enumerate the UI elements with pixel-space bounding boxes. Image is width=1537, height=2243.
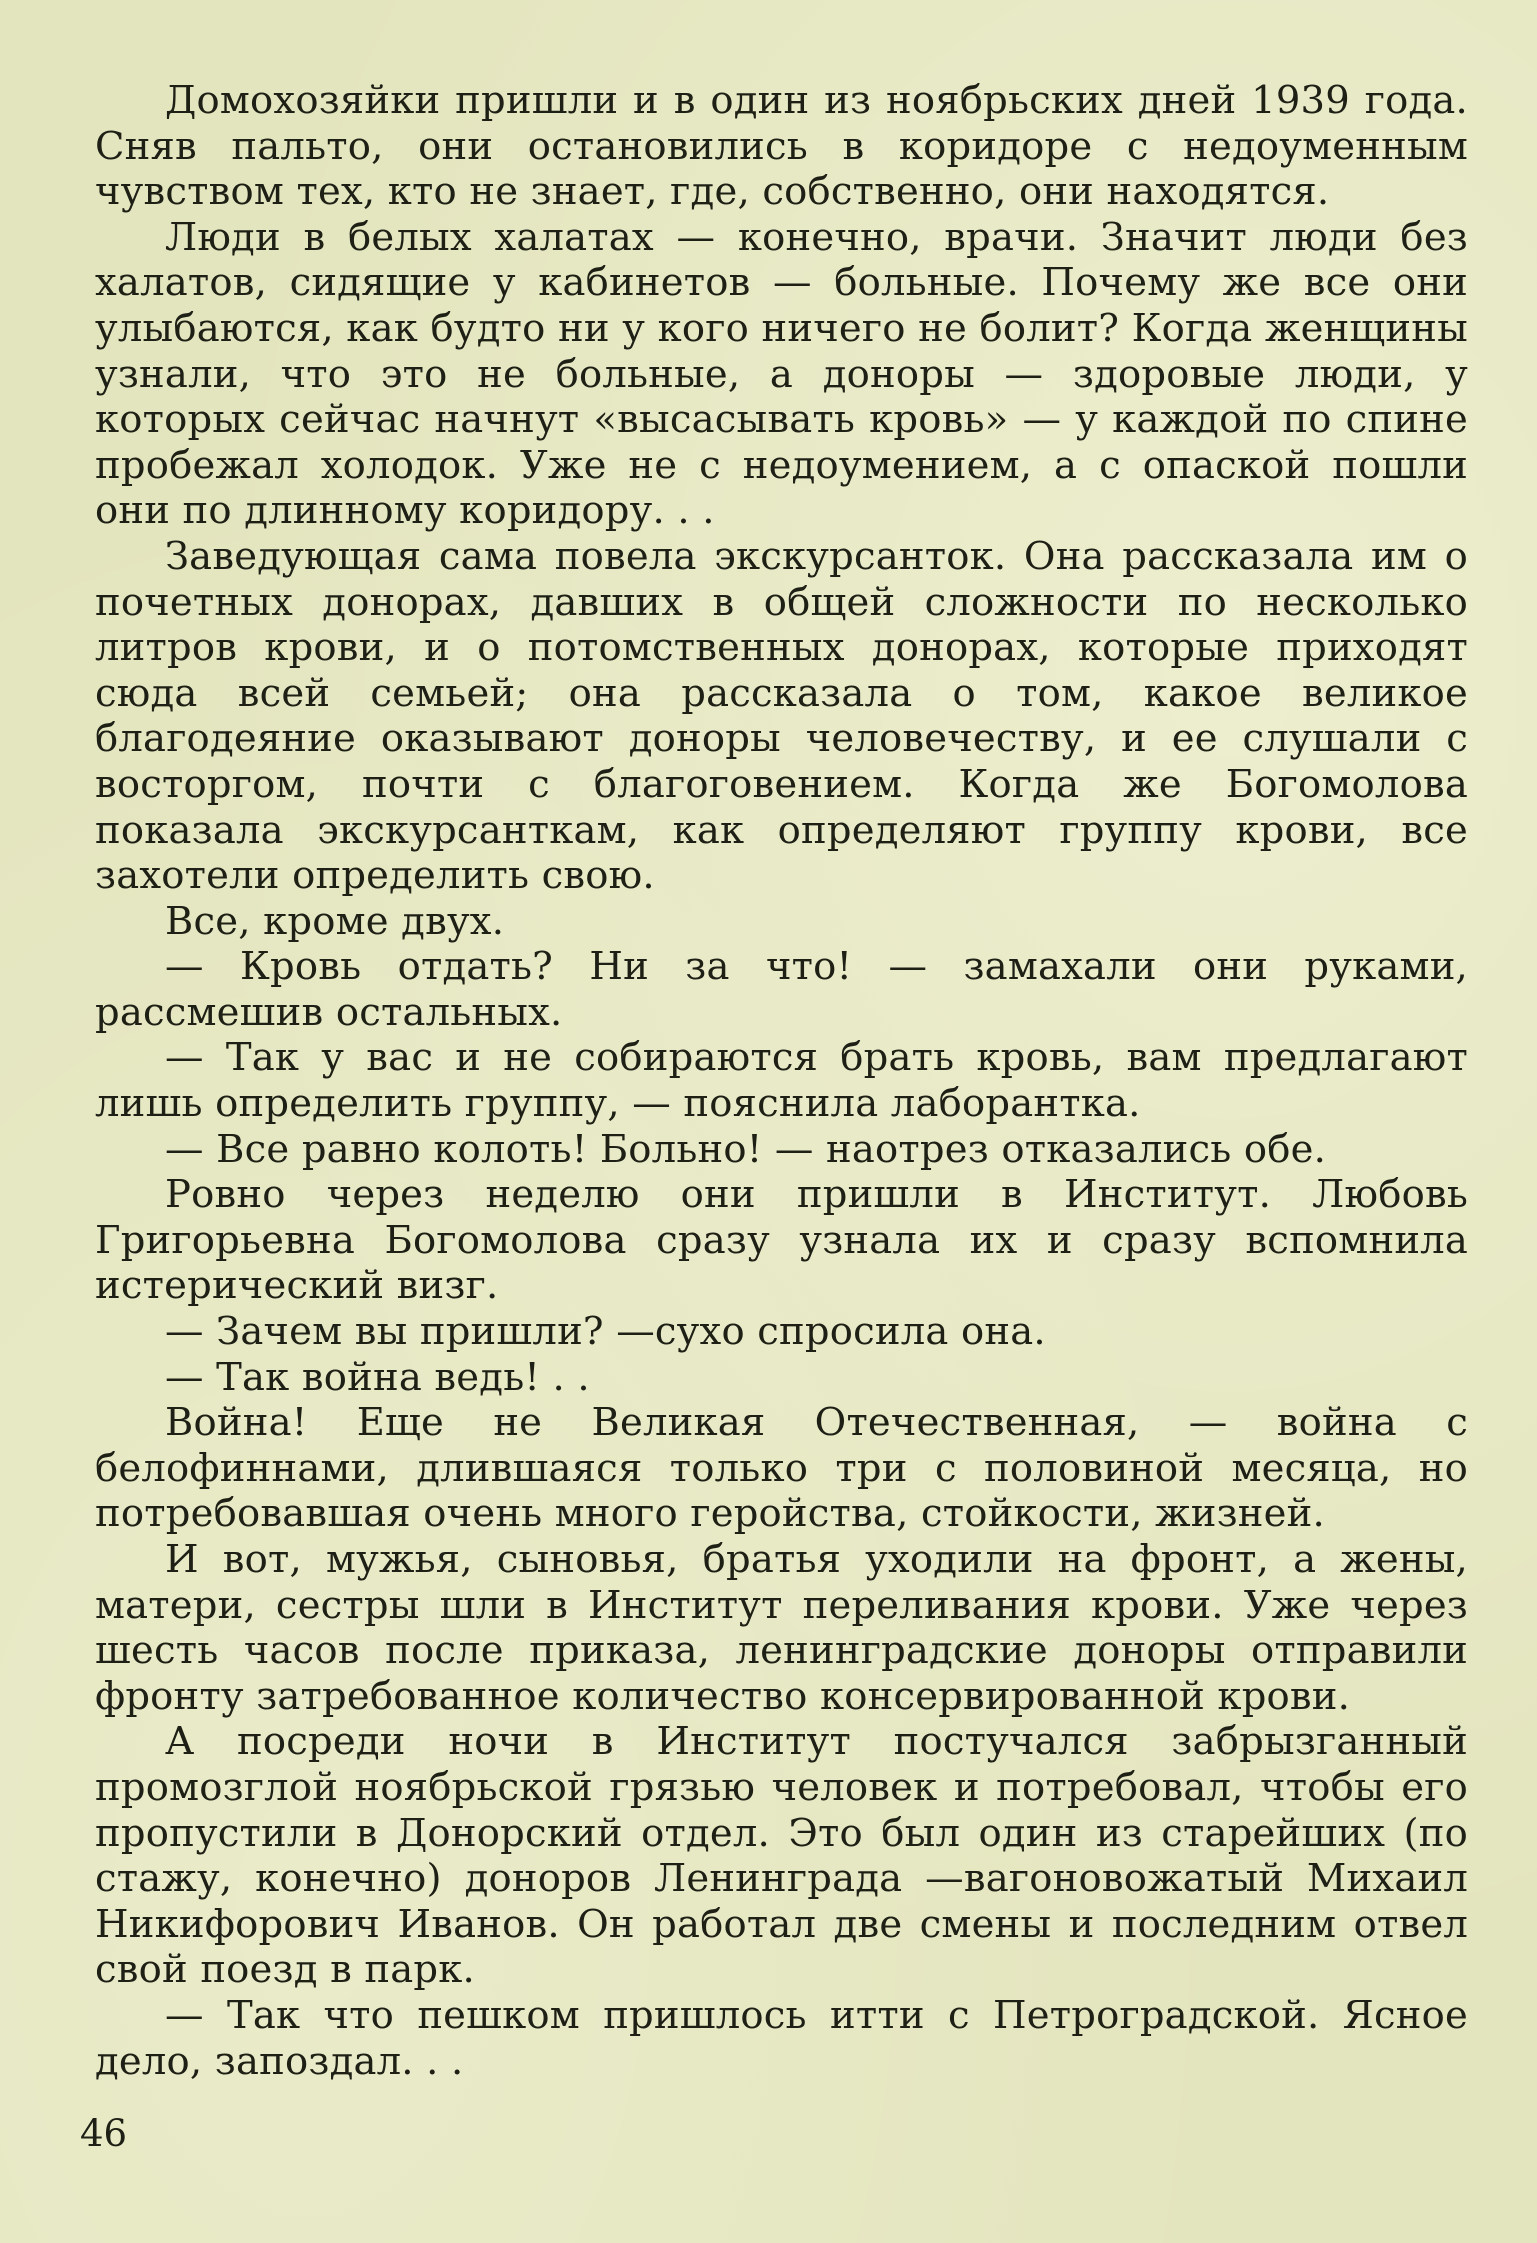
paragraph: Все, кроме двух.	[165, 898, 505, 944]
paragraph: И вот, мужья, сыновья, братья уходили на фронт, а жены, матери, сестры шли в Институт переливания крови. Уже через шесть часов после приказа, ленинградские доноры отправили фронту затребованное количество консервированной крови.	[95, 1537, 1468, 1719]
dialogue-line: — Кровь отдать? Ни за что! — замахали они руками, рассмешив остальных.	[95, 944, 1468, 1035]
paragraph: А посреди ночи в Институт постучался забрызганный промозглой ноябрьской грязью человек и потребовал, чтобы его пропустили в Донорский отдел. Это был один из старейших (по стажу, конечно) доноров Ленинграда —вагоновожатый Михаил Никифорович Иванов. Он работал две смены и последним отвел свой поезд в парк.	[95, 1719, 1468, 1993]
paragraph: Заведующая сама повела экскурсанток. Она рассказала им о почетных донорах, давших в общей сложности по несколько литров крови, и о потомственных донорах, которые приходят сюда всей семьей; она рассказала о том, какое великое благодеяние оказывают доноры человечеству, и ее слушали с восторгом, почти с благоговением. Когда же Богомолова показала экскурсанткам, как определяют группу крови, все захотели определить свою.	[95, 533, 1468, 899]
dialogue-line: — Так война ведь! . .	[165, 1354, 590, 1400]
paragraph: Люди в белых халатах — конечно, врачи. Значит люди без халатов, сидящие у кабинетов — больные. Почему же все они улыбаются, как будто ни у кого ничего не болит? Когда женщины узнали, что это не больные, а доноры — здоровые люди, у которых сейчас начнут «высасывать кровь» — у каждой по спине пробежал холодок. Уже не с недоумением, а с опаской пошли они по длинному коридору. . .	[95, 214, 1468, 534]
dialogue-line: — Так что пешком пришлось итти с Петроградской. Ясное дело, запоздал. . .	[95, 1992, 1468, 2084]
page-number: 46	[80, 2112, 128, 2155]
paragraph: Домохозяйки пришли и в один из ноябрьских дней 1939 года. Сняв пальто, они остановились в коридоре с недоуменным чувством тех, кто не знает, где, собственно, они находятся.	[95, 78, 1468, 215]
dialogue-line: — Так у вас и не собираются брать кровь, вам предлагают лишь определить группу, — пояснила лаборантка.	[95, 1035, 1468, 1127]
dialogue-line: — Все равно колоть! Больно! — наотрез отказались обе.	[165, 1126, 1327, 1172]
paragraph: Война! Еще не Великая Отечественная, — война с белофиннами, длившаяся только три с половиной месяца, но потребовавшая очень много геройства, стойкости, жизней.	[95, 1400, 1468, 1537]
page-text	[95, 78, 1468, 2084]
paragraph: Ровно через неделю они пришли в Институт. Любовь Григорьевна Богомолова сразу узнала их и сразу вспомнила истерический визг.	[95, 1172, 1468, 1309]
dialogue-line: — Зачем вы пришли? —сухо спросила она.	[165, 1309, 1046, 1355]
